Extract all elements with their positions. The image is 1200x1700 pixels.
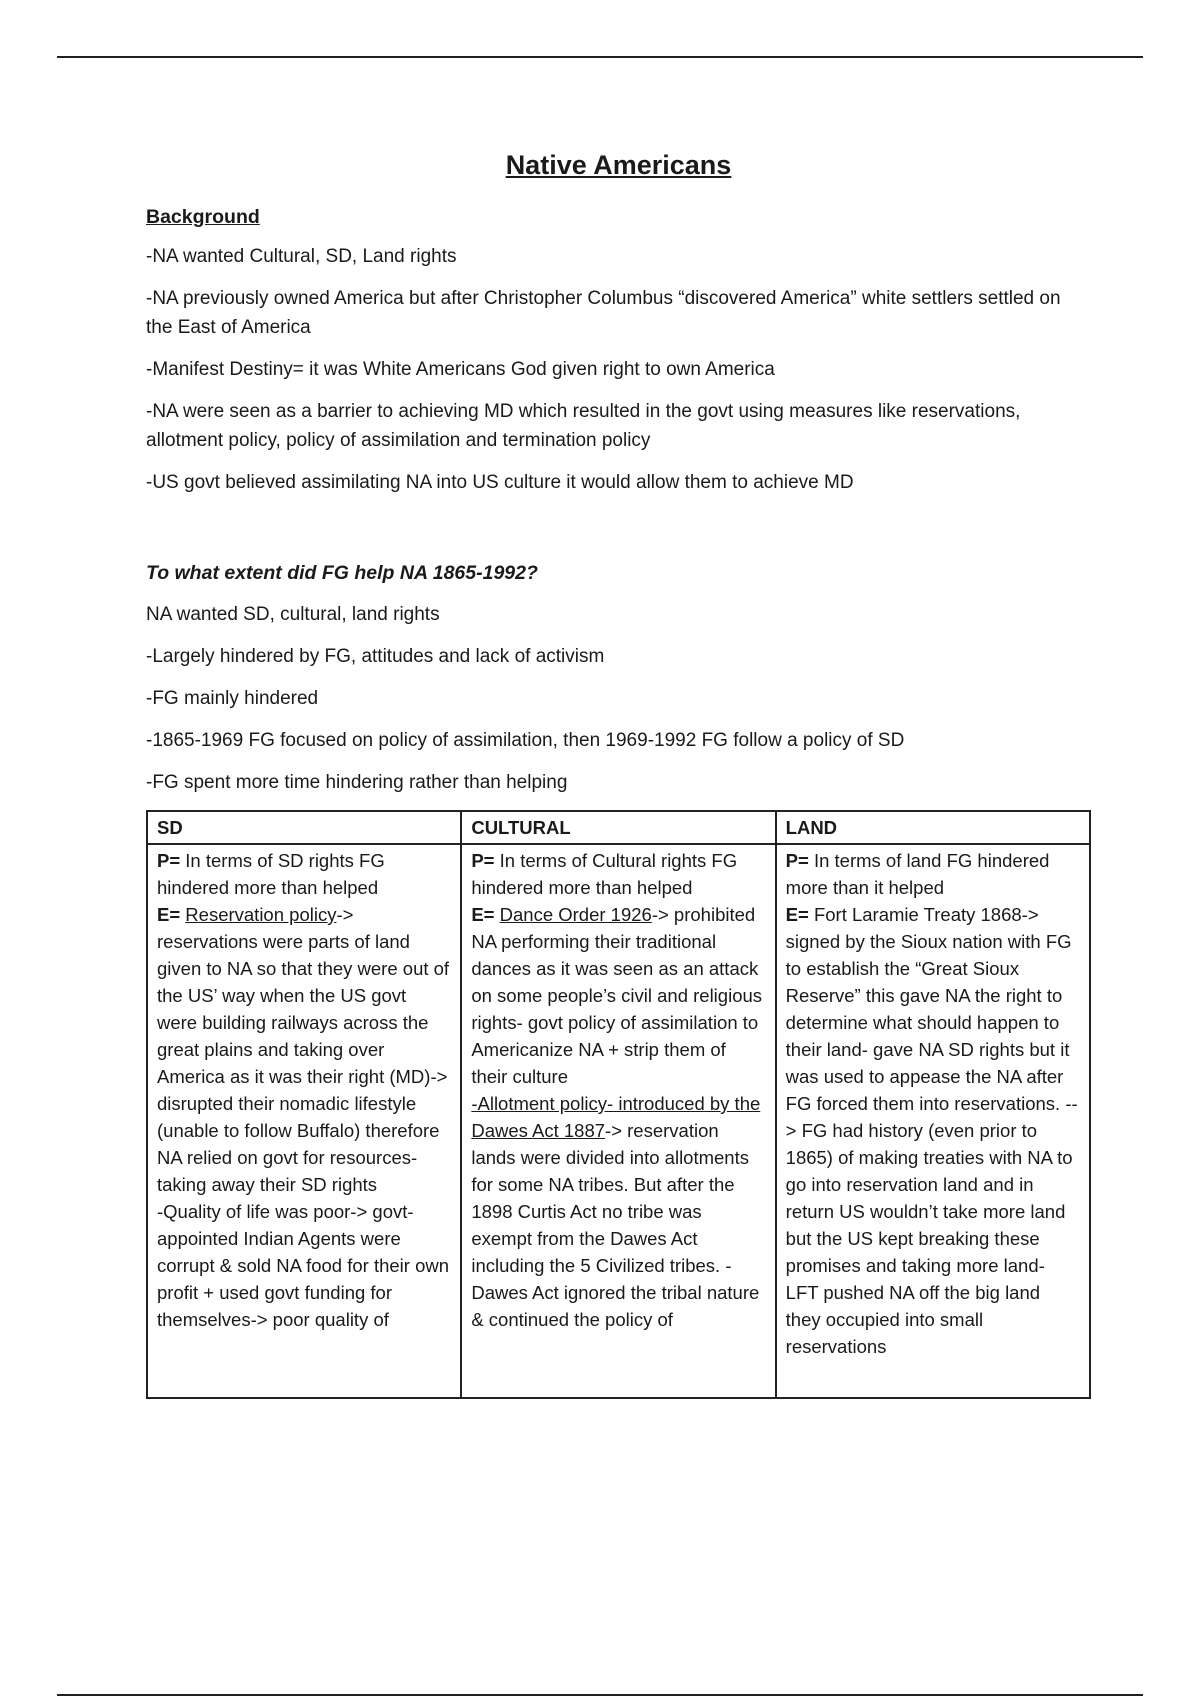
sd-evidence bbox=[157, 901, 451, 1198]
rights-table bbox=[146, 810, 1091, 1399]
land-evidence bbox=[786, 901, 1080, 1360]
background-point: -NA were seen as a barrier to achieving MD which resulted in the govt using measures like reservations, allotment policy, policy of assimilation and termination policy bbox=[146, 401, 1021, 451]
cultural-cell bbox=[461, 844, 775, 1398]
top-rule bbox=[57, 56, 1143, 58]
sd-p-label: P= bbox=[157, 850, 181, 871]
background-point: -NA wanted Cultural, SD, Land rights bbox=[146, 246, 457, 267]
question-point: -FG mainly hindered bbox=[146, 688, 319, 709]
cultural-e-label: E= bbox=[471, 904, 495, 925]
cultural-allotment-text: -> reservation lands were divided into allotments for some NA tribes. But after the 1898 Curtis Act no tribe was exempt from the Dawes Act including the 5 Civilized tribes. -Dawes Act ignored the tribal nature & continued the policy of bbox=[471, 1120, 760, 1330]
question-point: NA wanted SD, cultural, land rights bbox=[146, 604, 440, 625]
cultural-evidence-text: -> prohibited NA performing their traditional dances as it was seen as an attack on some people’s civil and religious rights- govt policy of assimilation to Americanize NA + strip them of their culture bbox=[471, 904, 763, 1087]
question-point: -Largely hindered by FG, attitudes and lack of activism bbox=[146, 646, 605, 667]
land-point bbox=[786, 847, 1080, 901]
question-heading: To what extent did FG help NA 1865-1992? bbox=[146, 562, 538, 584]
column-header-cultural: CULTURAL bbox=[461, 811, 775, 844]
column-header-sd: SD bbox=[147, 811, 461, 844]
cultural-evidence bbox=[471, 901, 765, 1090]
cultural-allotment bbox=[471, 1090, 765, 1333]
sd-point bbox=[157, 847, 451, 901]
question-point: -1865-1969 FG focused on policy of assimilation, then 1969-1992 FG follow a policy of SD bbox=[146, 730, 905, 751]
cultural-point bbox=[471, 847, 765, 901]
table-row bbox=[147, 844, 1090, 1398]
cultural-p-text: In terms of Cultural rights FG hindered more than helped bbox=[471, 850, 738, 898]
sd-evidence-title: Reservation policy bbox=[185, 904, 337, 925]
background-point: -Manifest Destiny= it was White Americans God given right to own America bbox=[146, 359, 775, 380]
question-point: -FG spent more time hindering rather than helping bbox=[146, 772, 568, 793]
background-heading: Background bbox=[146, 206, 260, 228]
column-header-land: LAND bbox=[776, 811, 1090, 844]
document-page bbox=[146, 140, 1091, 1399]
sd-p-text: In terms of SD rights FG hindered more than helped bbox=[157, 850, 385, 898]
land-p-label: P= bbox=[785, 850, 809, 871]
land-cell bbox=[776, 844, 1090, 1398]
land-e-label: E= bbox=[785, 904, 809, 925]
sd-cell bbox=[147, 844, 461, 1398]
sd-e-label: E= bbox=[157, 904, 181, 925]
cultural-p-label: P= bbox=[471, 850, 495, 871]
page-title: Native Americans bbox=[505, 150, 732, 180]
land-p-text: In terms of land FG hindered more than it helped bbox=[785, 850, 1050, 898]
sd-evidence-text: -> reservations were parts of land given to NA so that they were out of the US’ way when the US govt were building railways across the great plains and taking over America as it was their right (MD)-> disrupted their nomadic lifestyle (unable to follow Buffalo) therefore NA relied on govt for resources- taking away their SD rights bbox=[157, 904, 450, 1195]
bottom-rule bbox=[57, 1694, 1143, 1696]
table-header-row bbox=[147, 811, 1090, 844]
background-point: -NA previously owned America but after Christopher Columbus “discovered America” white settlers settled on the East of America bbox=[146, 288, 1061, 338]
cultural-allotment-title: -Allotment policy- introduced by the Dawes Act 1887 bbox=[471, 1093, 761, 1141]
background-point: -US govt believed assimilating NA into US culture it would allow them to achieve MD bbox=[146, 472, 854, 493]
land-evidence-text: Fort Laramie Treaty 1868-> signed by the Sioux nation with FG to establish the “Great Sioux Reserve” this gave NA the right to determine what should happen to their land- gave NA SD rights but it was used to appease the NA after FG forced them into reservations. --> FG had history (even prior to 1865) of making treaties with NA to go into reservation land and in return US wouldn’t take more land but the US kept breaking these promises and taking more land- LFT pushed NA off the big land they occupied into small reservations bbox=[785, 904, 1078, 1357]
cultural-evidence-title: Dance Order 1926 bbox=[499, 904, 652, 925]
sd-extra: -Quality of life was poor-> govt-appointed Indian Agents were corrupt & sold NA food for their own profit + used govt funding for themselves-> poor quality of bbox=[157, 1201, 450, 1330]
